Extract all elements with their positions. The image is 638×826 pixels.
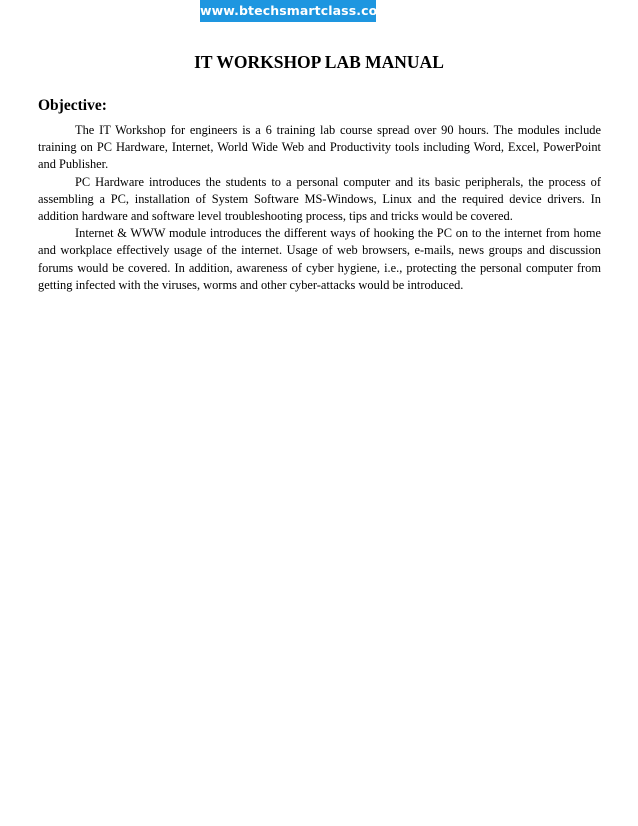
website-banner[interactable]: www.btechsmartclass.com <box>200 0 376 22</box>
paragraph: Internet & WWW module introduces the different ways of hooking the PC on to the internet from home and workplace effectively usage of the internet. Usage of web browsers, e-mails, news groups and discussion forums would be covered. In addition, awareness of cyber hygiene, i.e., protecting the personal computer from getting infected with the viruses, worms and other cyber-attacks would be introduced. <box>38 226 601 292</box>
section-heading: Objective: <box>38 97 107 114</box>
body-text <box>38 122 601 294</box>
page-title: IT WORKSHOP LAB MANUAL <box>194 52 444 72</box>
paragraph: The IT Workshop for engineers is a 6 training lab course spread over 90 hours. The modules include training on PC Hardware, Internet, World Wide Web and Productivity tools including Word, Excel, PowerPoint and Publisher. <box>38 123 601 172</box>
paragraph: PC Hardware introduces the students to a personal computer and its basic peripherals, the process of assembling a PC, installation of System Software MS-Windows, Linux and the required device drivers. In addition hardware and software level troubleshooting process, tips and tricks would be covered. <box>38 174 601 224</box>
